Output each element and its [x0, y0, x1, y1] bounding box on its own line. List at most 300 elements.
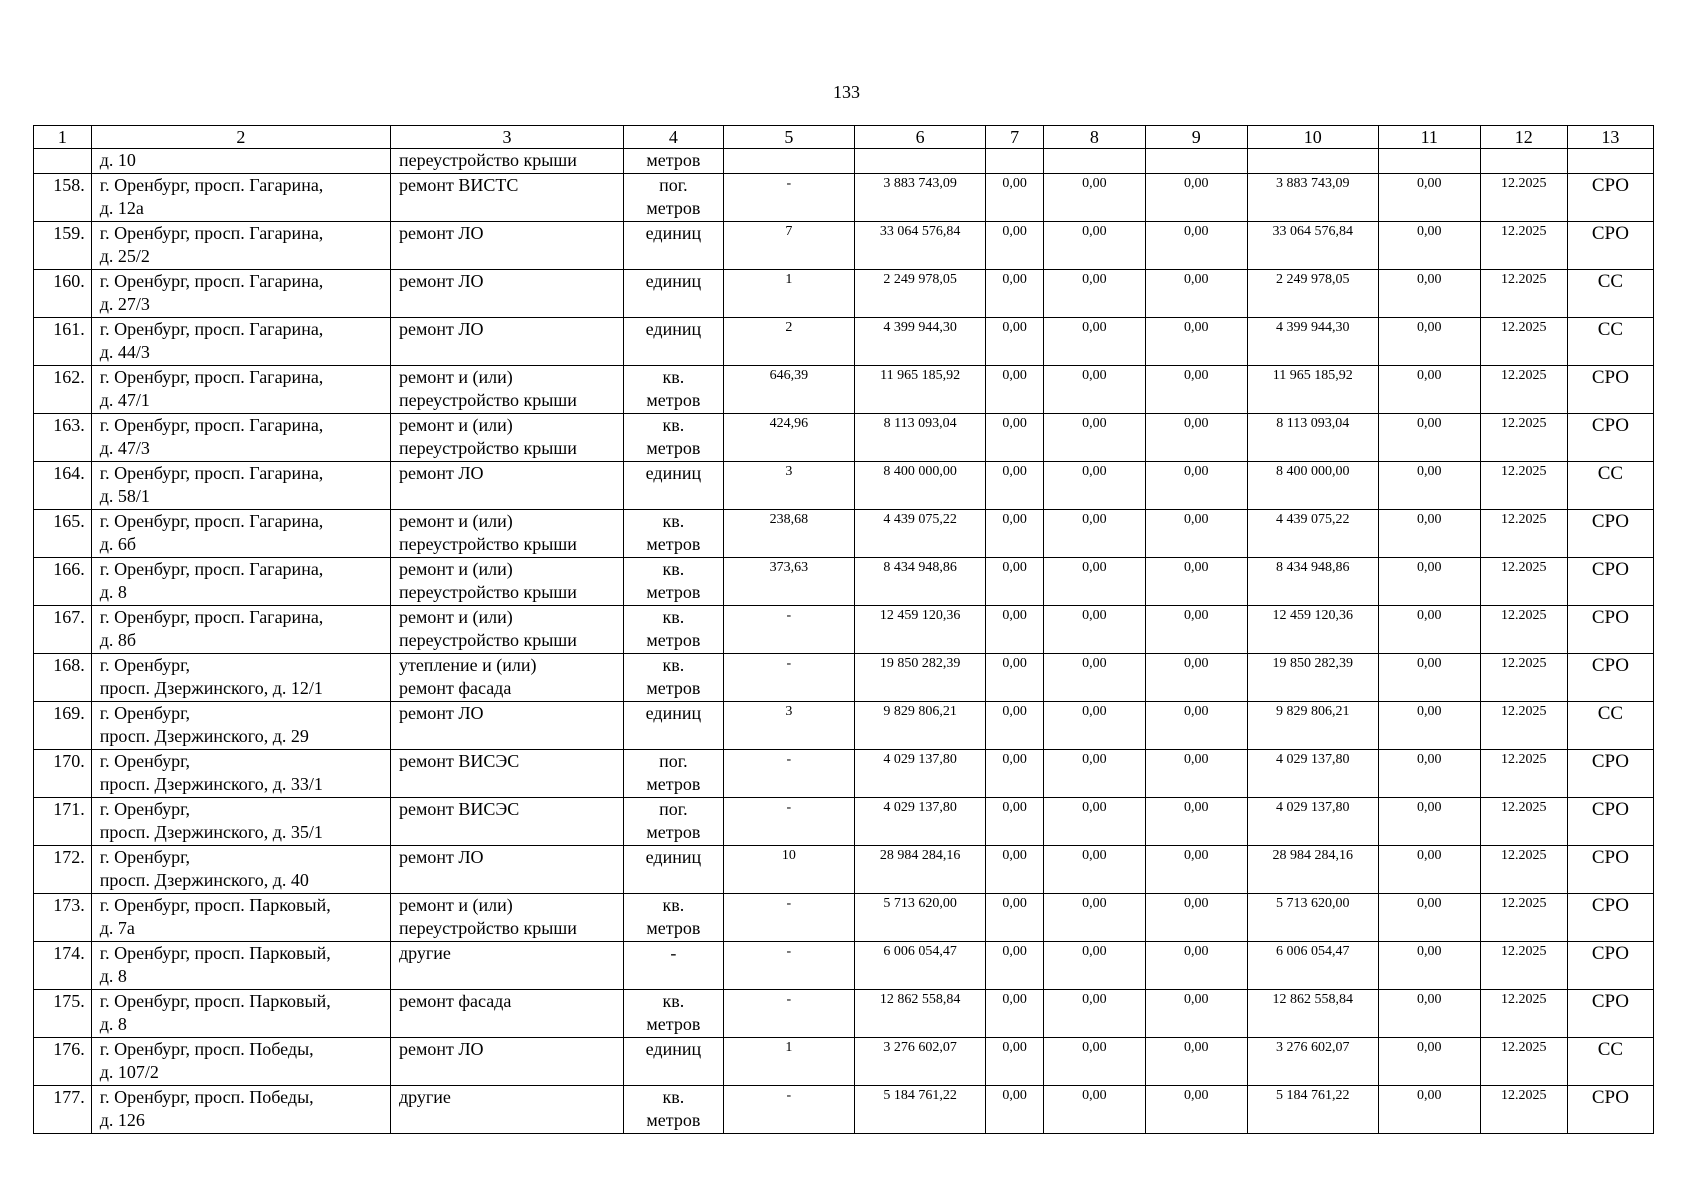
work-type-line: ремонт ЛО: [398, 271, 484, 291]
unit-line: кв.: [662, 655, 685, 675]
table-row: [34, 942, 1654, 990]
completion-date-cell: 12.2025: [1480, 318, 1567, 366]
work-type-cell: [390, 366, 623, 414]
federal-funds-cell: 0,00: [986, 318, 1044, 366]
regional-funds-cell: 0,00: [1043, 1038, 1145, 1086]
other-funds-cell: 0,00: [1378, 174, 1480, 222]
federal-funds-cell: 0,00: [986, 750, 1044, 798]
unit-line: кв.: [662, 895, 685, 915]
work-type-cell: [390, 1038, 623, 1086]
row-number-cell: 172.: [34, 846, 92, 894]
fund-type-cell: СРО: [1567, 414, 1653, 462]
unit-cell: [624, 462, 724, 510]
work-type-line: ремонт и (или): [398, 511, 513, 531]
other-funds-cell: 0,00: [1378, 414, 1480, 462]
address-line: г. Оренбург, просп. Гагарина,: [99, 559, 324, 579]
federal-funds-cell: 0,00: [986, 174, 1044, 222]
column-header: 1: [34, 126, 92, 149]
address-line: г. Оренбург, просп. Парковый,: [99, 895, 331, 915]
total-cost-cell: 9 829 806,21: [855, 702, 986, 750]
fund-type-cell: СРО: [1567, 558, 1653, 606]
address-line: д. 10: [99, 150, 136, 170]
row-number-cell: 167.: [34, 606, 92, 654]
unit-cell: [624, 942, 724, 990]
table-row: [34, 510, 1654, 558]
address-line: д. 8: [99, 1014, 127, 1034]
regional-funds-cell: 0,00: [1043, 798, 1145, 846]
table-row: [34, 462, 1654, 510]
total-cost-cell: 3 276 602,07: [855, 1038, 986, 1086]
capital-repair-table: [33, 125, 1654, 1134]
work-type-line: переустройство крыши: [398, 390, 577, 410]
unit-line: метров: [646, 630, 701, 650]
address-line: просп. Дзержинского, д. 35/1: [99, 822, 323, 842]
unit-line: метров: [646, 822, 701, 842]
work-type-cell: [390, 942, 623, 990]
unit-cell: [624, 318, 724, 366]
address-line: г. Оренбург, просп. Победы,: [99, 1087, 314, 1107]
address-cell: [91, 654, 390, 702]
federal-funds-cell: 0,00: [986, 702, 1044, 750]
work-type-line: ремонт ЛО: [398, 319, 484, 339]
total-cost-cell: 33 064 576,84: [855, 222, 986, 270]
owner-funds-cell: 19 850 282,39: [1247, 654, 1378, 702]
table-row: [34, 558, 1654, 606]
federal-funds-cell: 0,00: [986, 606, 1044, 654]
address-line: д. 6б: [99, 534, 137, 554]
volume-cell: 3: [723, 462, 854, 510]
table-row: [34, 894, 1654, 942]
address-cell: [91, 606, 390, 654]
local-funds-cell: 0,00: [1145, 798, 1247, 846]
federal-funds-cell: 0,00: [986, 798, 1044, 846]
address-line: г. Оренбург, просп. Победы,: [99, 1039, 314, 1059]
unit-line: единиц: [645, 703, 702, 723]
address-line: г. Оренбург, просп. Гагарина,: [99, 319, 324, 339]
completion-date-cell: 12.2025: [1480, 174, 1567, 222]
address-cell: [91, 990, 390, 1038]
address-cell: [91, 462, 390, 510]
completion-date-cell: 12.2025: [1480, 510, 1567, 558]
other-funds-cell: 0,00: [1378, 366, 1480, 414]
row-number-cell: 176.: [34, 1038, 92, 1086]
volume-cell: 7: [723, 222, 854, 270]
page-number: 133: [833, 82, 860, 102]
other-funds-cell: 0,00: [1378, 798, 1480, 846]
work-type-line: переустройство крыши: [398, 150, 577, 170]
address-line: г. Оренбург, просп. Гагарина,: [99, 415, 324, 435]
work-type-line: ремонт ЛО: [398, 463, 484, 483]
table-row: [34, 414, 1654, 462]
table-row: [34, 606, 1654, 654]
address-line: д. 126: [99, 1110, 145, 1130]
unit-line: метров: [646, 582, 701, 602]
other-funds-cell: 0,00: [1378, 990, 1480, 1038]
completion-date-cell: 12.2025: [1480, 654, 1567, 702]
column-header: 2: [91, 126, 390, 149]
address-line: г. Оренбург,: [99, 655, 191, 675]
regional-funds-cell: 0,00: [1043, 414, 1145, 462]
local-funds-cell: 0,00: [1145, 318, 1247, 366]
total-cost-cell: 12 862 558,84: [855, 990, 986, 1038]
column-header: 5: [723, 126, 854, 149]
address-cell: [91, 318, 390, 366]
work-type-cell: [390, 462, 623, 510]
address-line: г. Оренбург,: [99, 799, 191, 819]
address-line: просп. Дзержинского, д. 40: [99, 870, 309, 890]
unit-line: метров: [646, 678, 701, 698]
owner-funds-cell: 4 029 137,80: [1247, 750, 1378, 798]
owner-funds-cell: 3 276 602,07: [1247, 1038, 1378, 1086]
completion-date-cell: 12.2025: [1480, 894, 1567, 942]
volume-cell: -: [723, 174, 854, 222]
owner-funds-cell: 5 184 761,22: [1247, 1086, 1378, 1134]
federal-funds-cell: 0,00: [986, 462, 1044, 510]
table-row: [34, 798, 1654, 846]
work-type-line: переустройство крыши: [398, 918, 577, 938]
work-type-line: ремонт и (или): [398, 895, 513, 915]
regional-funds-cell: 0,00: [1043, 1086, 1145, 1134]
row-number-cell: 171.: [34, 798, 92, 846]
total-cost-cell: 8 113 093,04: [855, 414, 986, 462]
table-row: [34, 654, 1654, 702]
federal-funds-cell: 0,00: [986, 510, 1044, 558]
table-row: [34, 222, 1654, 270]
local-funds-cell: 0,00: [1145, 942, 1247, 990]
fund-type-cell: СРО: [1567, 222, 1653, 270]
total-cost-cell: 4 439 075,22: [855, 510, 986, 558]
regional-funds-cell: 0,00: [1043, 366, 1145, 414]
row-number-cell: 168.: [34, 654, 92, 702]
local-funds-cell: 0,00: [1145, 222, 1247, 270]
total-cost-cell: 4 029 137,80: [855, 750, 986, 798]
work-type-line: ремонт фасада: [398, 678, 512, 698]
address-line: д. 44/3: [99, 342, 150, 362]
unit-line: кв.: [662, 367, 685, 387]
address-line: г. Оренбург, просп. Парковый,: [99, 991, 331, 1011]
address-line: просп. Дзержинского, д. 29: [99, 726, 309, 746]
work-type-line: ремонт ЛО: [398, 223, 484, 243]
unit-line: пог.: [659, 175, 688, 195]
completion-date-cell: 12.2025: [1480, 222, 1567, 270]
table-row: [34, 1038, 1654, 1086]
unit-cell: [624, 750, 724, 798]
volume-cell: -: [723, 606, 854, 654]
completion-date-cell: 12.2025: [1480, 1086, 1567, 1134]
unit-line: единиц: [645, 463, 702, 483]
address-cell: [91, 414, 390, 462]
row-number-cell: 160.: [34, 270, 92, 318]
unit-cell: [624, 222, 724, 270]
address-line: д. 107/2: [99, 1062, 159, 1082]
row-number-cell: 177.: [34, 1086, 92, 1134]
owner-funds-cell: 11 965 185,92: [1247, 366, 1378, 414]
table-row: [34, 149, 1654, 174]
fund-type-cell: СРО: [1567, 846, 1653, 894]
regional-funds-cell: 0,00: [1043, 222, 1145, 270]
other-funds-cell: 0,00: [1378, 1038, 1480, 1086]
total-cost-cell: 8 434 948,86: [855, 558, 986, 606]
other-funds-cell: 0,00: [1378, 222, 1480, 270]
table-row: [34, 174, 1654, 222]
table-row: [34, 702, 1654, 750]
work-type-line: ремонт ВИСЭС: [398, 799, 520, 819]
other-funds-cell: 0,00: [1378, 654, 1480, 702]
completion-date-cell: 12.2025: [1480, 1038, 1567, 1086]
local-funds-cell: 0,00: [1145, 558, 1247, 606]
federal-funds-cell: 0,00: [986, 1038, 1044, 1086]
owner-funds-cell: 12 459 120,36: [1247, 606, 1378, 654]
address-cell: [91, 222, 390, 270]
work-type-line: другие: [398, 943, 451, 963]
row-number-cell: 166.: [34, 558, 92, 606]
federal-funds-cell: 0,00: [986, 894, 1044, 942]
column-header: 6: [855, 126, 986, 149]
unit-line: -: [670, 943, 677, 963]
address-cell: [91, 894, 390, 942]
completion-date-cell: 12.2025: [1480, 414, 1567, 462]
federal-funds-cell: 0,00: [986, 846, 1044, 894]
unit-cell: [624, 654, 724, 702]
regional-funds-cell: 0,00: [1043, 318, 1145, 366]
federal-funds-cell: 0,00: [986, 366, 1044, 414]
total-cost-cell: 11 965 185,92: [855, 366, 986, 414]
other-funds-cell: 0,00: [1378, 702, 1480, 750]
address-line: г. Оренбург, просп. Гагарина,: [99, 223, 324, 243]
work-type-line: ремонт и (или): [398, 415, 513, 435]
regional-funds-cell: 0,00: [1043, 174, 1145, 222]
address-line: д. 12а: [99, 198, 144, 218]
unit-line: метров: [646, 438, 701, 458]
regional-funds-cell: 0,00: [1043, 990, 1145, 1038]
column-header: 12: [1480, 126, 1567, 149]
work-type-cell: [390, 558, 623, 606]
fund-type-cell: СС: [1567, 318, 1653, 366]
unit-line: единиц: [645, 319, 702, 339]
unit-cell: [624, 606, 724, 654]
completion-date-cell: 12.2025: [1480, 270, 1567, 318]
fund-type-cell: СРО: [1567, 990, 1653, 1038]
row-number-cell: 163.: [34, 414, 92, 462]
unit-line: единиц: [645, 847, 702, 867]
total-cost-cell: 2 249 978,05: [855, 270, 986, 318]
owner-funds-cell: 5 713 620,00: [1247, 894, 1378, 942]
work-type-cell: [390, 990, 623, 1038]
work-type-cell: [390, 1086, 623, 1134]
column-header: 11: [1378, 126, 1480, 149]
completion-date-cell: 12.2025: [1480, 798, 1567, 846]
other-funds-cell: 0,00: [1378, 270, 1480, 318]
owner-funds-cell: 6 006 054,47: [1247, 942, 1378, 990]
fund-type-cell: СРО: [1567, 1086, 1653, 1134]
federal-funds-cell: 0,00: [986, 558, 1044, 606]
work-type-cell: [390, 270, 623, 318]
other-funds-cell: [1378, 149, 1480, 174]
unit-line: метров: [646, 150, 701, 170]
federal-funds-cell: 0,00: [986, 654, 1044, 702]
table-row: [34, 750, 1654, 798]
address-cell: [91, 270, 390, 318]
column-header: 3: [390, 126, 623, 149]
owner-funds-cell: 4 399 944,30: [1247, 318, 1378, 366]
federal-funds-cell: 0,00: [986, 990, 1044, 1038]
work-type-cell: [390, 798, 623, 846]
other-funds-cell: 0,00: [1378, 894, 1480, 942]
completion-date-cell: 12.2025: [1480, 990, 1567, 1038]
column-header: 9: [1145, 126, 1247, 149]
fund-type-cell: СС: [1567, 462, 1653, 510]
work-type-line: ремонт ЛО: [398, 847, 484, 867]
work-type-cell: [390, 174, 623, 222]
column-header: 4: [624, 126, 724, 149]
total-cost-cell: 4 029 137,80: [855, 798, 986, 846]
unit-cell: [624, 990, 724, 1038]
unit-line: единиц: [645, 223, 702, 243]
unit-line: кв.: [662, 559, 685, 579]
volume-cell: -: [723, 942, 854, 990]
federal-funds-cell: 0,00: [986, 222, 1044, 270]
other-funds-cell: 0,00: [1378, 462, 1480, 510]
regional-funds-cell: 0,00: [1043, 846, 1145, 894]
total-cost-cell: 12 459 120,36: [855, 606, 986, 654]
other-funds-cell: 0,00: [1378, 558, 1480, 606]
address-line: г. Оренбург, просп. Гагарина,: [99, 511, 324, 531]
unit-line: кв.: [662, 511, 685, 531]
column-header: 10: [1247, 126, 1378, 149]
unit-line: метров: [646, 774, 701, 794]
address-line: г. Оренбург,: [99, 703, 191, 723]
work-type-line: переустройство крыши: [398, 630, 577, 650]
local-funds-cell: 0,00: [1145, 462, 1247, 510]
address-line: г. Оренбург,: [99, 847, 191, 867]
unit-line: метров: [646, 390, 701, 410]
volume-cell: 1: [723, 270, 854, 318]
total-cost-cell: 8 400 000,00: [855, 462, 986, 510]
unit-cell: [624, 894, 724, 942]
work-type-cell: [390, 846, 623, 894]
unit-cell: [624, 366, 724, 414]
fund-type-cell: СРО: [1567, 942, 1653, 990]
row-number-cell: 169.: [34, 702, 92, 750]
owner-funds-cell: 3 883 743,09: [1247, 174, 1378, 222]
address-line: д. 58/1: [99, 486, 150, 506]
address-line: г. Оренбург, просп. Гагарина,: [99, 175, 324, 195]
row-number-cell: 165.: [34, 510, 92, 558]
address-line: д. 47/3: [99, 438, 150, 458]
unit-cell: [624, 149, 724, 174]
owner-funds-cell: 12 862 558,84: [1247, 990, 1378, 1038]
owner-funds-cell: 8 434 948,86: [1247, 558, 1378, 606]
address-line: д. 7а: [99, 918, 135, 938]
fund-type-cell: СС: [1567, 270, 1653, 318]
completion-date-cell: 12.2025: [1480, 846, 1567, 894]
unit-line: кв.: [662, 991, 685, 1011]
federal-funds-cell: 0,00: [986, 270, 1044, 318]
owner-funds-cell: 4 439 075,22: [1247, 510, 1378, 558]
address-line: г. Оренбург,: [99, 751, 191, 771]
local-funds-cell: 0,00: [1145, 1038, 1247, 1086]
work-type-line: ремонт и (или): [398, 367, 513, 387]
federal-funds-cell: [986, 149, 1044, 174]
volume-cell: [723, 149, 854, 174]
other-funds-cell: 0,00: [1378, 606, 1480, 654]
completion-date-cell: 12.2025: [1480, 606, 1567, 654]
unit-line: метров: [646, 534, 701, 554]
owner-funds-cell: 33 064 576,84: [1247, 222, 1378, 270]
other-funds-cell: 0,00: [1378, 846, 1480, 894]
table-row: [34, 270, 1654, 318]
unit-line: единиц: [645, 271, 702, 291]
work-type-cell: [390, 606, 623, 654]
fund-type-cell: СРО: [1567, 366, 1653, 414]
total-cost-cell: 5 184 761,22: [855, 1086, 986, 1134]
address-cell: [91, 149, 390, 174]
volume-cell: -: [723, 750, 854, 798]
volume-cell: 1: [723, 1038, 854, 1086]
unit-cell: [624, 1038, 724, 1086]
volume-cell: 373,63: [723, 558, 854, 606]
row-number-cell: 161.: [34, 318, 92, 366]
unit-line: единиц: [645, 1039, 702, 1059]
unit-cell: [624, 510, 724, 558]
owner-funds-cell: 8 400 000,00: [1247, 462, 1378, 510]
address-line: г. Оренбург, просп. Гагарина,: [99, 367, 324, 387]
address-line: г. Оренбург, просп. Гагарина,: [99, 607, 324, 627]
work-type-cell: [390, 750, 623, 798]
work-type-cell: [390, 414, 623, 462]
address-cell: [91, 942, 390, 990]
address-cell: [91, 510, 390, 558]
total-cost-cell: 28 984 284,16: [855, 846, 986, 894]
address-line: д. 25/2: [99, 246, 150, 266]
row-number-cell: 175.: [34, 990, 92, 1038]
table-row: [34, 366, 1654, 414]
address-line: д. 8: [99, 582, 127, 602]
address-cell: [91, 846, 390, 894]
unit-line: метров: [646, 198, 701, 218]
completion-date-cell: 12.2025: [1480, 942, 1567, 990]
total-cost-cell: 6 006 054,47: [855, 942, 986, 990]
table-row: [34, 1086, 1654, 1134]
address-line: д. 27/3: [99, 294, 150, 314]
work-type-line: переустройство крыши: [398, 438, 577, 458]
unit-line: пог.: [659, 751, 688, 771]
total-cost-cell: 5 713 620,00: [855, 894, 986, 942]
other-funds-cell: 0,00: [1378, 942, 1480, 990]
address-cell: [91, 750, 390, 798]
address-line: д. 47/1: [99, 390, 150, 410]
regional-funds-cell: 0,00: [1043, 654, 1145, 702]
local-funds-cell: 0,00: [1145, 654, 1247, 702]
work-type-line: ремонт ЛО: [398, 703, 484, 723]
local-funds-cell: 0,00: [1145, 414, 1247, 462]
work-type-line: ремонт ЛО: [398, 1039, 484, 1059]
work-type-line: ремонт и (или): [398, 559, 513, 579]
unit-line: кв.: [662, 415, 685, 435]
regional-funds-cell: 0,00: [1043, 270, 1145, 318]
owner-funds-cell: 28 984 284,16: [1247, 846, 1378, 894]
address-line: г. Оренбург, просп. Парковый,: [99, 943, 331, 963]
unit-cell: [624, 558, 724, 606]
row-number-cell: 162.: [34, 366, 92, 414]
owner-funds-cell: 2 249 978,05: [1247, 270, 1378, 318]
completion-date-cell: 12.2025: [1480, 702, 1567, 750]
owner-funds-cell: 8 113 093,04: [1247, 414, 1378, 462]
completion-date-cell: 12.2025: [1480, 462, 1567, 510]
unit-cell: [624, 702, 724, 750]
volume-cell: -: [723, 654, 854, 702]
address-cell: [91, 174, 390, 222]
